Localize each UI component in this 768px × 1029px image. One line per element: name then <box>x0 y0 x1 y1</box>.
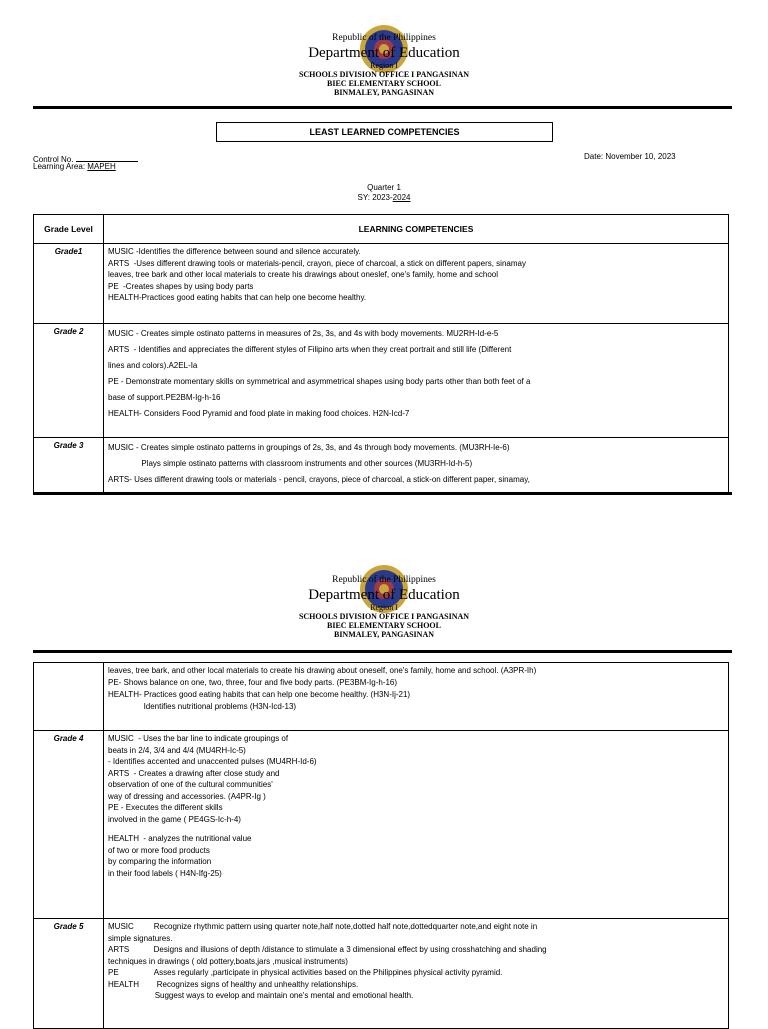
competency-line: ARTS -Uses different drawing tools or materials-pencil, crayon, piece of charcoal, a stick on different papers, sinamay <box>108 258 526 268</box>
learning-area-value: MAPEH <box>87 162 116 171</box>
division-text: SCHOOLS DIVISION OFFICE I PANGASINAN <box>298 611 470 621</box>
competency-line: HEALTH - analyzes the nutritional value <box>108 834 252 843</box>
header-grade-level: Grade Level <box>34 215 104 244</box>
town-text: BINMALEY, PANGASINAN <box>333 629 434 639</box>
table-row <box>34 244 729 324</box>
table-row <box>34 731 729 919</box>
competency-line: leaves, tree bark and other local materials to create his drawings about oneslef, one's family, home and school <box>108 270 499 279</box>
competency-line: involved in the game ( PE4GS-Ic-h-4) <box>108 814 241 824</box>
document-title: LEAST LEARNED COMPETENCIES <box>216 122 553 142</box>
region-text: Region I <box>370 60 398 70</box>
competencies-cell <box>104 438 729 493</box>
school-year <box>0 193 768 203</box>
competency-line: HEALTH-Practices good eating habits that can help one become healthy. <box>108 293 367 302</box>
grade-label: Grade 2 <box>34 324 104 438</box>
competency-line: MUSIC - Creates simple ostinato patterns in groupings of 2s, 3s, and 4s through body movements. (MU3RH-Ie-6) <box>108 443 510 452</box>
competency-line: Plays simple ostinato patterns with classroom instruments and other sources (MU3RH-Id-h-5) <box>108 459 473 468</box>
competency-line: observation of one of the cultural communities' <box>108 780 273 789</box>
competencies-cell <box>104 919 729 1029</box>
sy-label: SY: 2023- <box>357 193 393 202</box>
table-header-row <box>34 215 729 244</box>
competency-line: ARTS- Uses different drawing tools or materials - pencil, crayons, piece of charcoal, a stick-on different paper, sinamay, <box>108 475 530 484</box>
competency-line: MUSIC - Creates simple ostinato patterns in measures of 2s, 3s, and 4s with body movements. MU2RH-Id-e-5 <box>108 329 499 338</box>
header-learning-competencies: LEARNING COMPETENCIES <box>104 215 729 244</box>
competency-line: Identifies nutritional problems (H3N-Icd-13) <box>108 702 297 711</box>
competencies-cell <box>104 663 729 731</box>
sy-end: 2024 <box>392 193 411 202</box>
header-divider <box>33 650 732 653</box>
grade-label: Grade 3 <box>34 438 104 493</box>
department-title: Department of Education <box>308 586 460 603</box>
competencies-cell <box>104 731 729 919</box>
competency-line: HEALTH- Considers Food Pyramid and food plate in making food choices. H2N-Icd-7 <box>108 409 410 418</box>
table-row <box>34 324 729 438</box>
competency-line: of two or more food products <box>108 845 210 855</box>
footer-divider <box>33 492 732 495</box>
competency-line: - Identifies accented and unaccented pulses (MU4RH-Id-6) <box>108 757 317 766</box>
competency-line: beats in 2/4, 3/4 and 4/4 (MU4RH-Ic-5) <box>108 745 246 755</box>
learning-area <box>33 162 116 172</box>
competency-line: PE - Demonstrate momentary skills on symmetrical and asymmetrical shapes using body parts other than both feet of a <box>108 377 531 386</box>
competency-line: in their food labels ( H4N-Ifg-25) <box>108 868 222 878</box>
department-title: Department of Education <box>308 44 460 61</box>
competency-line: by comparing the information <box>108 857 212 866</box>
school-name: BIEC ELEMENTARY SCHOOL <box>327 620 441 630</box>
region-text: Region I <box>370 602 398 612</box>
school-name: BIEC ELEMENTARY SCHOOL <box>327 78 441 88</box>
competency-line: ARTS - Identifies and appreciates the different styles of Filipino arts when they creat portrait and still life (Different <box>108 345 512 354</box>
competency-line: simple signatures. <box>108 933 173 943</box>
grade-label: Grade 5 <box>34 919 104 1029</box>
competency-line: ARTS - Creates a drawing after close study and <box>108 768 280 778</box>
competencies-cell <box>104 244 729 324</box>
header-divider <box>33 106 732 109</box>
competency-line: leaves, tree bark, and other local materials to create his drawing about oneself, one's family, home and school. (A3PR-Ih) <box>108 666 537 675</box>
competency-line: MUSIC -Identifies the difference between sound and silence accurately. <box>108 247 361 256</box>
table-row <box>34 663 729 731</box>
letterhead <box>0 0 768 97</box>
spacer <box>108 825 724 833</box>
competency-line: way of dressing and accessories. (A4PR-Ig ) <box>108 791 266 801</box>
grade-label: Grade 4 <box>34 731 104 919</box>
grade-label: Grade1 <box>34 244 104 324</box>
table-row <box>34 438 729 493</box>
table-row <box>34 919 729 1029</box>
grade-label <box>34 663 104 731</box>
document-page-2 <box>0 560 768 1024</box>
control-label: Control No. <box>33 155 74 164</box>
document-date: Date: November 10, 2023 <box>584 152 676 161</box>
republic-text: Republic of the Philippines <box>332 575 436 585</box>
competency-line: PE- Shows balance on one, two, three, four and five body parts. (PE3BM-Ig-h-16) <box>108 678 398 687</box>
competency-line: Suggest ways to evelop and maintain one's mental and emotional health. <box>108 991 414 1000</box>
control-blank <box>76 153 138 162</box>
competencies-table-page-1 <box>33 214 729 493</box>
letterhead <box>0 560 768 639</box>
competency-line: lines and colors).A2EL-Ia <box>108 361 198 370</box>
competency-line: ARTS Designs and illusions of depth /distance to stimulate a 3 dimensional effect by using crosshatching and shading <box>108 945 547 954</box>
quarter-text: Quarter 1 <box>367 183 401 192</box>
learning-area-label: Learning Area: <box>33 162 86 171</box>
competency-line: PE Asses regularly ,participate in physical activities based on the Philippines physical activity pyramid. <box>108 968 503 977</box>
competency-line: PE -Creates shapes by using body parts <box>108 281 254 291</box>
division-text: SCHOOLS DIVISION OFFICE I PANGASINAN <box>298 69 470 79</box>
competency-line: PE - Executes the different skills <box>108 803 223 812</box>
competencies-cell <box>104 324 729 438</box>
competency-line: MUSIC Recognize rhythmic pattern using quarter note,half note,dotted half note,dottedquarter note,and eight note in <box>108 922 538 931</box>
competency-line: techniques in drawings ( old pottery,boats,jars ,musical instruments) <box>108 956 348 966</box>
competencies-table-page-2 <box>33 662 729 1029</box>
competency-line: MUSIC - Uses the bar line to indicate groupings of <box>108 734 289 743</box>
competency-line: HEALTH Recognizes signs of healthy and unhealthy relationships. <box>108 979 359 989</box>
competency-line: HEALTH- Practices good eating habits that can help one become healthy. (H3N-Ij-21) <box>108 690 411 699</box>
document-page-1 <box>0 0 768 500</box>
town-text: BINMALEY, PANGASINAN <box>333 87 434 97</box>
competency-line: base of support.PE2BM-Ig-h-16 <box>108 393 221 402</box>
republic-text: Republic of the Philippines <box>332 33 436 43</box>
